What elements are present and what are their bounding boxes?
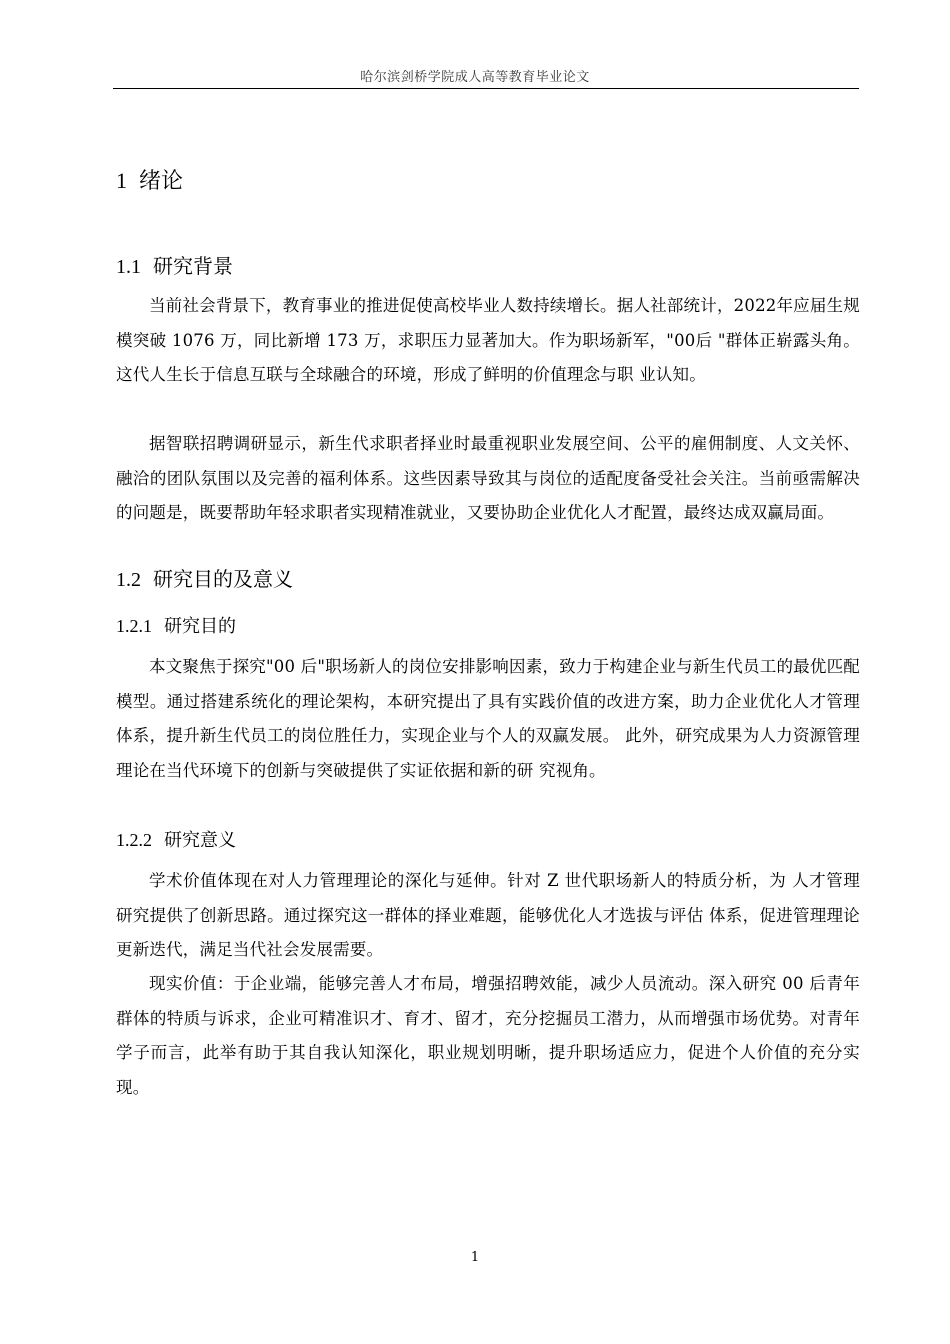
- subsection-number: 1.2.1: [116, 616, 152, 636]
- section-number: 1.1: [116, 256, 141, 278]
- header-divider: [113, 88, 859, 89]
- section-title: 研究背景: [153, 254, 233, 278]
- chapter-number: 1: [116, 168, 127, 193]
- section-number: 1.2: [116, 569, 141, 591]
- subsection-number: 1.2.2: [116, 830, 152, 850]
- paragraph-background-2: 据智联招聘调研显示，新生代求职者择业时最重视职业发展空间、公平的雇佣制度、人文关怀、融洽的团队氛围以及完善的福利体系。这些因素导致其与岗位的适配度备受社会关注。当前亟需解决的问题是，既要帮助年轻求职者实现精准就业，又要协助企业优化人才配置，最终达成双赢局面。: [116, 434, 860, 522]
- subsection-title: 研究目的: [164, 616, 236, 637]
- subsection-title: 研究意义: [164, 830, 236, 851]
- subsection-heading-purpose: [116, 612, 236, 638]
- paragraph-purpose-1: 本文聚焦于探究"00 后"职场新人的岗位安排影响因素，致力于构建企业与新生代员工的最优匹配模型。通过搭建系统化的理论架构，本研究提出了具有实践价值的改进方案，助力企业优化人才管理体系，提升新生代员工的岗位胜任力，实现企业与个人的双赢发展。 此外，研究成果为人力资源管理理论在当代环境下的创新与突破提供了实证依据和新的研 究视角。: [116, 657, 860, 780]
- subsection-heading-meaning: [116, 826, 236, 852]
- chapter-heading: [116, 164, 183, 195]
- section-title: 研究目的及意义: [153, 567, 293, 591]
- section-heading-purpose-meaning: [116, 563, 293, 592]
- section-heading-background: [116, 250, 233, 279]
- chapter-title: 绪论: [139, 169, 184, 194]
- paragraph-meaning-1: 学术价值体现在对人力管理理论的深化与延伸。针对 Z 世代职场新人的特质分析，为 人才管理研究提供了创新思路。通过探究这一群体的择业难题，能够优化人才选拔与评估 体系，促进管理理论更新迭代，满足当代社会发展需要。: [116, 871, 860, 959]
- paragraph-meaning-2: 现实价值：于企业端，能够完善人才布局，增强招聘效能，减少人员流动。深入研究 00 后青年群体的特质与诉求，企业可精准识才、育才、留才，充分挖掘员工潜力，从而增强市场优势。对青年学子而言，此举有助于其自我认知深化，职业规划明晰，提升职场适应力，促进个人价值的充分实现。: [116, 974, 860, 1097]
- page-number: 1: [470, 1250, 480, 1265]
- header-title: 哈尔滨剑桥学院成人高等教育毕业论文: [360, 70, 590, 85]
- paragraph-background-1: 当前社会背景下，教育事业的推进促使高校毕业人数持续增长。据人社部统计，2022年应届生规模突破 1076 万，同比新增 173 万，求职压力显著加大。作为职场新军，"00后 "群体正崭露头角。这代人生长于信息互联与全球融合的环境，形成了鲜明的价值理念与职 业认知。: [116, 296, 860, 384]
